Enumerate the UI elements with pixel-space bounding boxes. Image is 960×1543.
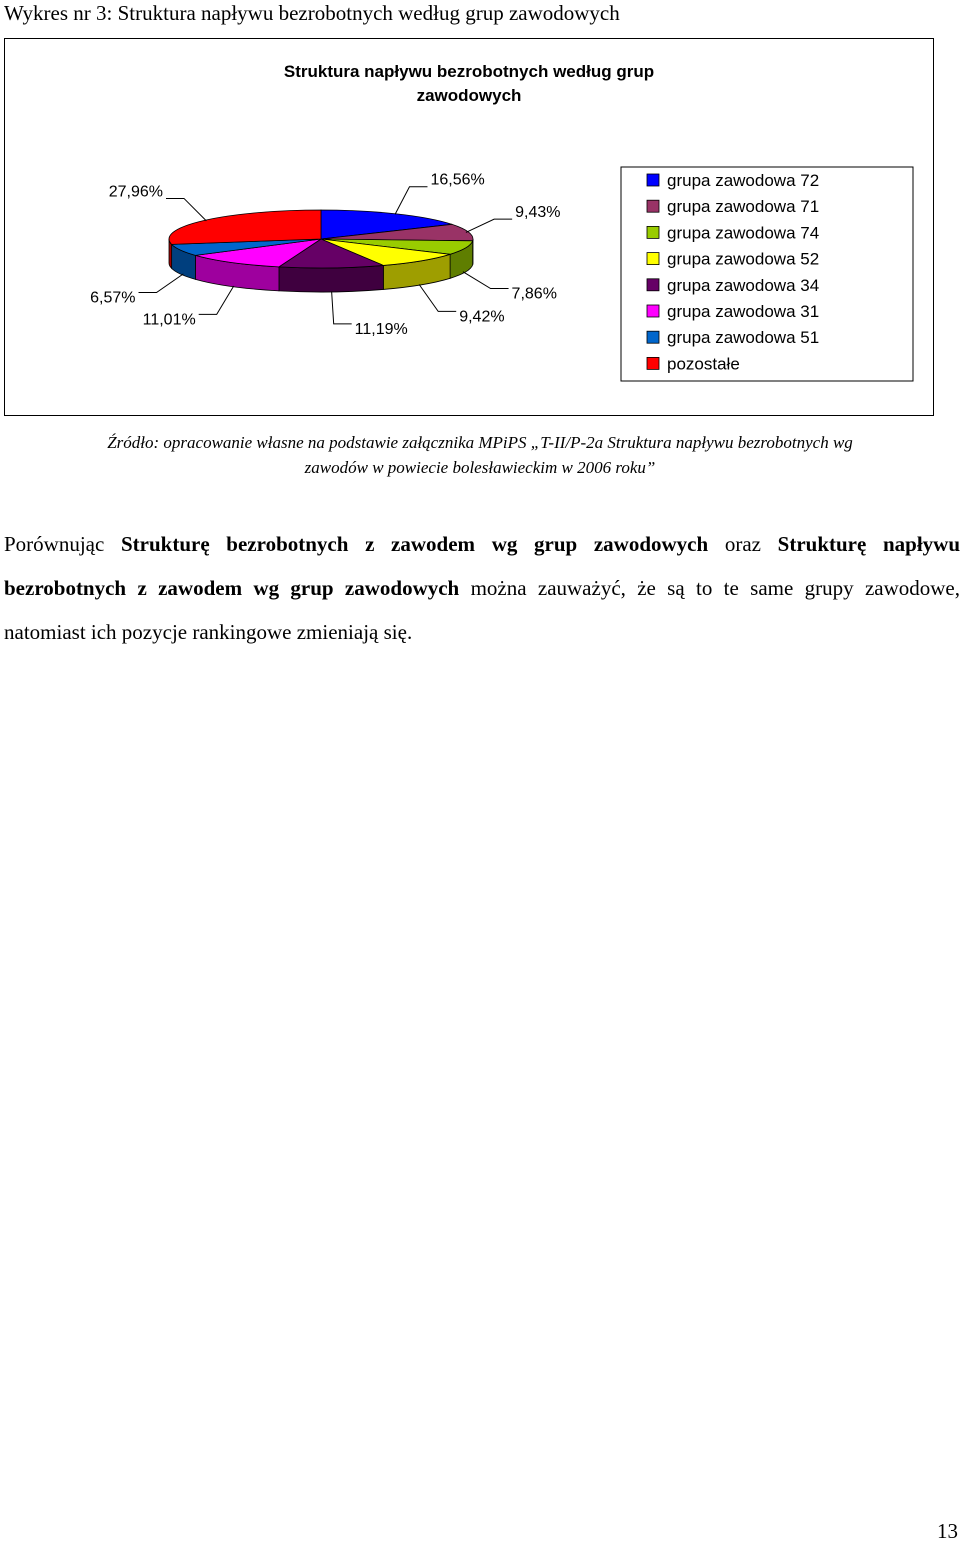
- legend-label-grupa-zawodowa-74: grupa zawodowa 74: [667, 223, 820, 243]
- data-label-grupa-zawodowa-51: 6,57%: [90, 289, 136, 307]
- data-label-grupa-zawodowa-72: 16,56%: [430, 171, 485, 189]
- source-note-line1: Źródło: opracowanie własne na podstawie załącznika MPiPS „T-II/P-2a Struktura napływu bezrobotnych wg: [107, 433, 853, 452]
- leader-line-grupa-zawodowa-74: [463, 272, 509, 289]
- legend-label-grupa-zawodowa-72: grupa zawodowa 72: [667, 171, 820, 190]
- data-label-pozosta-e: 27,96%: [108, 183, 163, 201]
- pie-slice-pozosta-e: [169, 210, 321, 244]
- legend-swatch-grupa-zawodowa-51: [647, 331, 659, 343]
- page-number: 13: [937, 1519, 958, 1543]
- source-note: [0, 430, 960, 480]
- figure-heading: Wykres nr 3: Struktura napływu bezrobotnych według grup zawodowych: [4, 1, 620, 25]
- pie-layer: [169, 210, 473, 292]
- leader-line-grupa-zawodowa-31: [199, 286, 234, 314]
- data-label-grupa-zawodowa-52: 9,42%: [459, 308, 505, 326]
- leader-line-grupa-zawodowa-71: [466, 219, 512, 232]
- legend-swatch-grupa-zawodowa-71: [647, 200, 659, 212]
- legend-label-grupa-zawodowa-34: grupa zawodowa 34: [667, 275, 820, 295]
- paragraph-bold-2: Strukturę napływu bezrobotnych z zawodem wg grup zawodowych: [4, 532, 960, 600]
- paragraph-text-3: można zauważyć, że są to te same grupy zawodowe, natomiast ich pozycje rankingowe zmieniają się.: [4, 576, 960, 644]
- legend-label-grupa-zawodowa-52: grupa zawodowa 52: [667, 249, 820, 269]
- leader-line-grupa-zawodowa-52: [419, 284, 456, 311]
- legend-label-pozosta-e: pozostałe: [667, 354, 740, 374]
- data-label-grupa-zawodowa-74: 7,86%: [511, 285, 557, 303]
- data-label-grupa-zawodowa-71: 9,43%: [515, 204, 561, 222]
- legend-label-grupa-zawodowa-71: grupa zawodowa 71: [667, 197, 820, 217]
- legend-swatch-grupa-zawodowa-34: [647, 279, 659, 291]
- leader-line-grupa-zawodowa-51: [139, 274, 184, 293]
- legend-label-grupa-zawodowa-51: grupa zawodowa 51: [667, 328, 820, 348]
- data-label-grupa-zawodowa-34: 11,19%: [354, 320, 408, 338]
- legend-swatch-grupa-zawodowa-52: [647, 253, 659, 265]
- legend-swatch-grupa-zawodowa-31: [647, 305, 659, 317]
- chart-title-line2: zawodowych: [416, 86, 522, 105]
- source-note-line2: zawodów w powiecie bolesławieckim w 2006 roku”: [304, 458, 656, 477]
- legend-swatch-pozosta-e: [647, 357, 659, 369]
- legend: [621, 167, 913, 381]
- leader-line-pozosta-e: [166, 198, 206, 220]
- legend-swatch-grupa-zawodowa-72: [647, 174, 659, 186]
- paragraph-text-2: oraz: [708, 532, 778, 556]
- paragraph-bold-1: Strukturę bezrobotnych z zawodem wg grup zawodowych: [120, 532, 709, 556]
- leader-line-grupa-zawodowa-34: [332, 291, 352, 324]
- chart-title-line1: Struktura napływu bezrobotnych według grup: [283, 62, 655, 81]
- legend-label-grupa-zawodowa-31: grupa zawodowa 31: [667, 302, 820, 321]
- pie-chart: [4, 38, 934, 416]
- pie-side-grupa-zawodowa-34: [279, 265, 383, 292]
- data-label-grupa-zawodowa-31: 11,01%: [142, 311, 196, 329]
- body-paragraph: [4, 522, 960, 654]
- paragraph-text-1: Porównując: [4, 532, 121, 556]
- leader-line-grupa-zawodowa-72: [395, 187, 427, 215]
- legend-swatch-grupa-zawodowa-74: [647, 226, 659, 238]
- pie-chart-svg: [5, 39, 933, 415]
